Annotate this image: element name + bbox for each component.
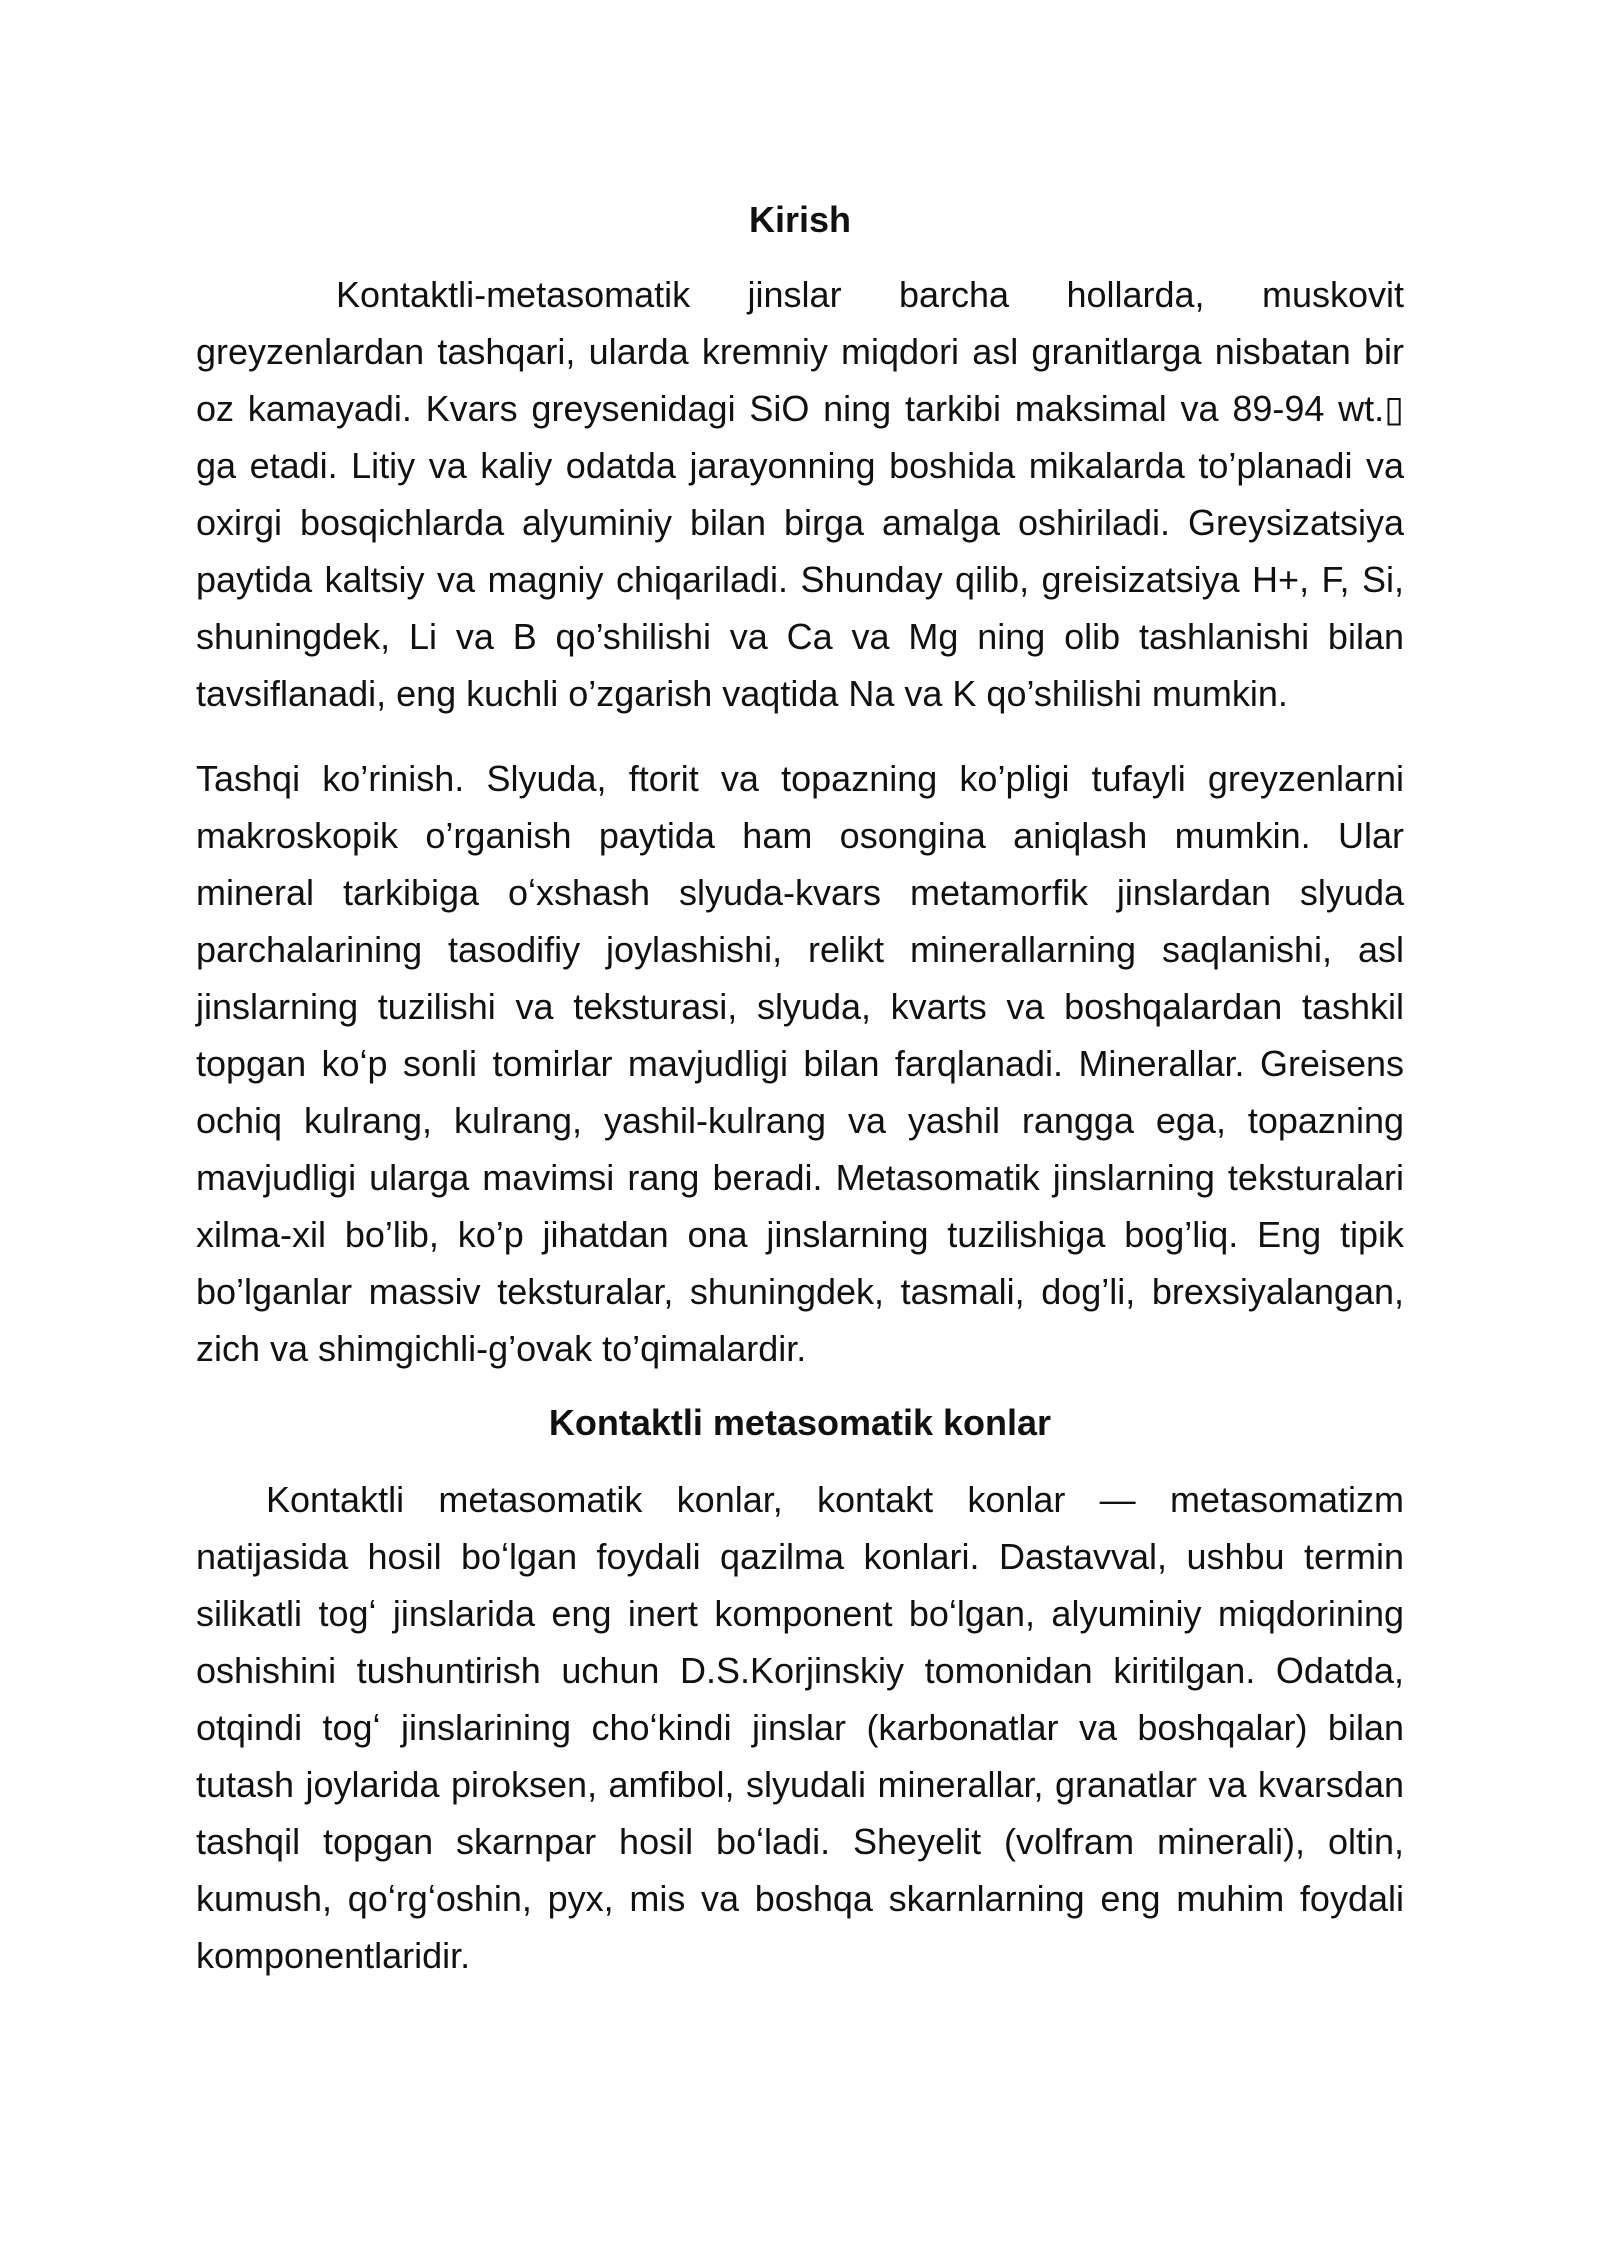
page-title: Kirish bbox=[748, 199, 852, 240]
appearance-paragraph: Tashqi ko’rinish. Slyuda, ftorit va topazning ko’pligi tufayli greyzenlarni makroskopik o’rganish paytida ham osongina aniqlash mumkin. Ular mineral tarkibiga oʻxshash slyuda-kvars metamorfik jinslardan slyuda parchalarining tasodifiy joylashishi, relikt minerallarning saqlanishi, asl jinslarning tuzilishi va teksturasi, slyuda, kvarts va boshqalardan tashkil topgan koʻp sonli tomirlar mavjudligi bilan farqlanadi. Minerallar. Greisens ochiq kulrang, kulrang, yashil-kulrang va yashil rangga ega, topazning mavjudligi ularga mavimsi rang beradi. Metasomatik jinslarning teksturalari xilma-xil bo’lib, ko’p jihatdan ona jinslarning tuzilishiga bog’liq. Eng tipik bo’lganlar massiv teksturalar, shuningdek, tasmali, dog’li, brexsiyalangan, zich va shimgichli-g’ovak to’qimalardir. bbox=[196, 758, 1404, 1369]
intro-paragraph: Kontaktli-metasomatik jinslar barcha hollarda, muskovit greyzenlardan tashqari, ularda kremniy miqdori asl granitlarga nisbatan bir oz kamayadi. Kvars greysenidagi SiO ning tarkibi maksimal va 89-94 wt.▯ ga etadi. Litiy va kaliy odatda jarayonning boshida mikalarda to’planadi va oxirgi bosqichlarda alyuminiy bilan birga amalga oshiriladi. Greysizatsiya paytida kaltsiy va magniy chiqariladi. Shunday qilib, greisizatsiya H+, F, Si, shuningdek, Li va B qo’shilishi va Ca va Mg ning olib tashlanishi bilan tavsiflanadi, eng kuchli o’zgarish vaqtida Na va K qo’shilishi mumkin. bbox=[196, 274, 1404, 714]
deposits-paragraph: Kontaktli metasomatik konlar, kontakt konlar — metasomatizm natijasida hosil boʻlgan foydali qazilma konlari. Dastavval, ushbu termin silikatli togʻ jinslarida eng inert komponent boʻlgan, alyuminiy miqdorining oshishini tushuntirish uchun D.S.Korjinskiy tomonidan kiritilgan. Odatda, otqindi togʻ jinslarining choʻkindi jinslar (karbonatlar va boshqalar) bilan tutash joylarida piroksen, amfibol, slyudali minerallar, granatlar va kvarsdan tashqil topgan skarnpar hosil boʻladi. Sheyelit (volfram minerali), oltin, kumush, qoʻrgʻoshin, pyx, mis va boshqa skarnlarning eng muhim foydali komponentlaridir. bbox=[196, 1479, 1404, 1976]
section-heading: Kontaktli metasomatik konlar bbox=[548, 1402, 1052, 1443]
